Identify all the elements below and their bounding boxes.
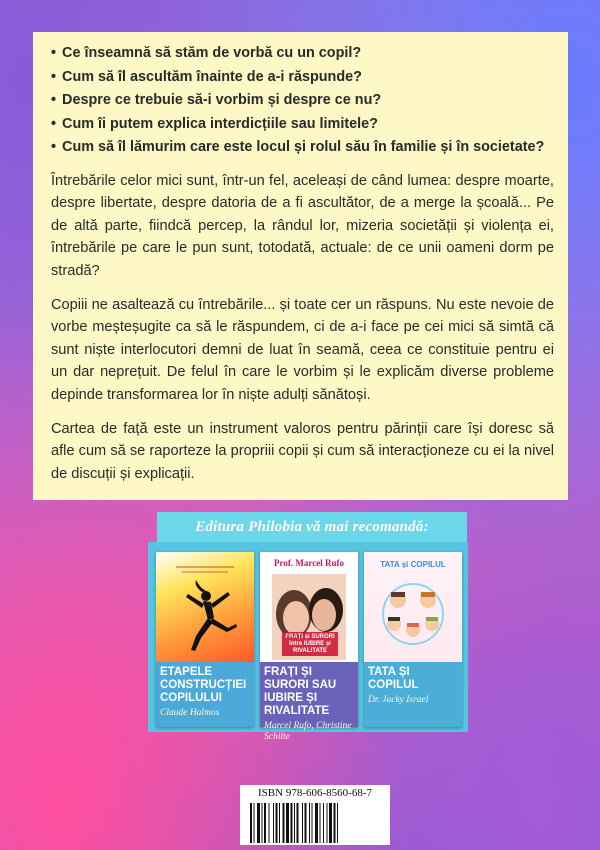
jumping-girl-illustration xyxy=(156,552,254,662)
book-title-band xyxy=(364,662,462,727)
cover-author-line: Prof. Marcel Rufo xyxy=(274,558,344,568)
book-author: Marcel Rufo, Christine Schilte xyxy=(264,721,352,742)
book-title: FRAȚI ȘI SURORI SAU IUBIRE ȘI RIVALITATE xyxy=(264,666,337,717)
recommendation-heading: Editura Philobia vă mai recomandă: xyxy=(157,512,467,542)
isbn-barcode-label xyxy=(240,785,390,845)
book-cover-art xyxy=(260,552,358,662)
description-paragraph: Întrebările celor mici sunt, într-un fel, aceleași de când lumea: despre moarte, despre libertate, despre datoria de a fi ascultător, de a merge la școală... Pe de altă parte, fiindcă percep, la rândul lor, mizeria societății și violența ei, întrebările pe care le pun sunt, totodată, actuale: de ce unii oameni dorm pe stradă? xyxy=(51,172,554,279)
isbn-number: ISBN 978-606-8560-68-7 xyxy=(258,787,372,799)
question-item: • Despre ce trebuie să-i vorbim și despre ce nu? xyxy=(51,89,554,113)
book-author: Dr. Jacky Israel xyxy=(368,695,429,705)
question-item: • Cum îi putem explica interdicțiile sau limitele? xyxy=(51,113,554,137)
book-cover-frati-si-surori xyxy=(260,552,358,742)
description-paragraph: Copiii ne asaltează cu întrebările... și toate cer un răspuns. Nu este nevoie de vorbe meșteșugite ca să le răspundem, ci de a-i face pe cei mici să simtă că sunt niște interlocutori demni de luat în seamă, ceea ce constituie pentru ei un dar neprețuit. De felul în care le vorbim și le explicăm diverse probleme depinde transformarea lor în niște adulți sănătoși. xyxy=(51,297,554,403)
question-item: • Cum să îl ascultăm înainte de a-i răspunde? xyxy=(51,66,554,90)
description-paragraph: Cartea de față este un instrument valoros pentru părinții care își doresc să afle cum să se raporteze la propriii copii și cum să interacționeze cu ei la nivel de discuții și explicații. xyxy=(51,421,554,482)
back-cover-text-box xyxy=(33,32,568,500)
barcode-icon xyxy=(250,803,380,843)
book-title-band xyxy=(156,662,254,727)
book-cover-art xyxy=(156,552,254,662)
book-title: ETAPELE CONSTRUCȚIEI COPILULUI xyxy=(160,666,247,704)
cover-title: FRAȚI și SURORI între IUBIRE și RIVALITATE xyxy=(285,634,335,654)
book-title: TATA ȘI COPILUL xyxy=(368,666,419,691)
book-cover-tata-si-copilul xyxy=(364,552,462,727)
book-cover-etapele xyxy=(156,552,254,727)
question-item: • Cum să îl lămurim care este locul și rolul său în familie și în societate? xyxy=(51,136,554,160)
book-cover-art xyxy=(364,552,462,662)
book-title-band xyxy=(260,662,358,742)
question-item: • Ce înseamnă să stăm de vorbă cu un copil? xyxy=(51,42,554,66)
recommended-books-panel xyxy=(148,542,468,742)
cover-title: TATA și COPILUL xyxy=(380,560,446,569)
book-author: Claude Halmos xyxy=(160,708,220,718)
question-list xyxy=(51,42,554,160)
